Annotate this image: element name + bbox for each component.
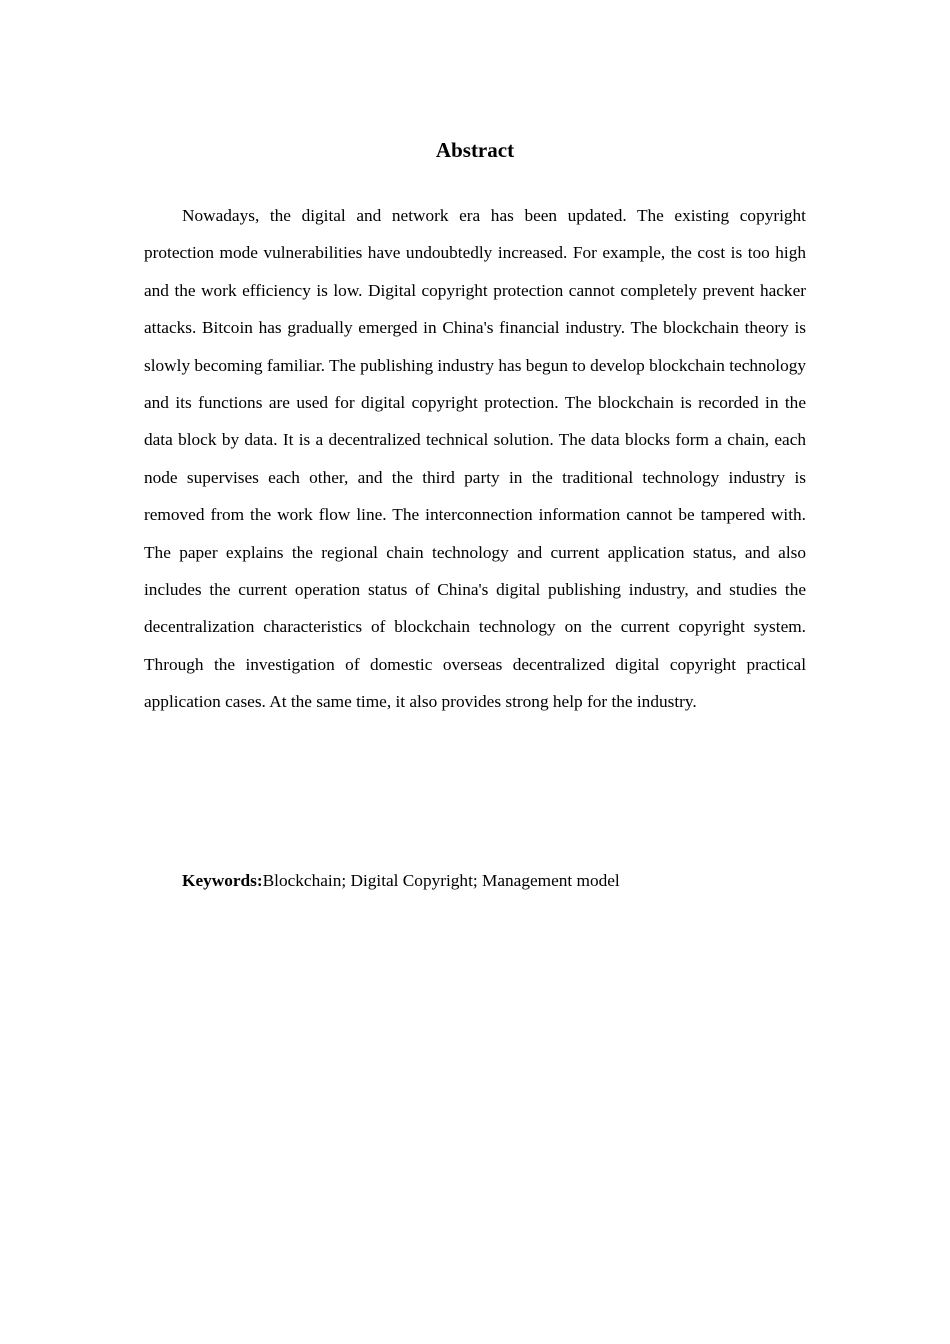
keywords-text: Blockchain; Digital Copyright; Management model [262,871,620,890]
keywords-label: Keywords: [182,871,263,890]
abstract-body: Nowadays, the digital and network era has been updated. The existing copyright protection mode vulnerabilities have undoubtedly increased. For example, the cost is too high and the work efficiency is low. Digital copyright protection cannot completely prevent hacker attacks. Bitcoin has gradually emerged in China's financial industry. The blockchain theory is slowly becoming familiar. The publishing industry has begun to develop blockchain technology and its functions are used for digital copyright protection. The blockchain is recorded in the data block by data. It is a decentralized technical solution. The data blocks form a chain, each node supervises each other, and the third party in the traditional technology industry is removed from the work flow line. The interconnection information cannot be tampered with. The paper explains the regional chain technology and current application status, and also includes the current operation status of China's digital publishing industry, and studies the decentralization characteristics of blockchain technology on the current copyright system. Through the investigation of domestic overseas decentralized digital copyright practical application cases. At the same time, it also provides strong help for the industry. [144,206,807,712]
abstract-title: Abstract [435,138,515,162]
keywords-line [182,862,806,899]
